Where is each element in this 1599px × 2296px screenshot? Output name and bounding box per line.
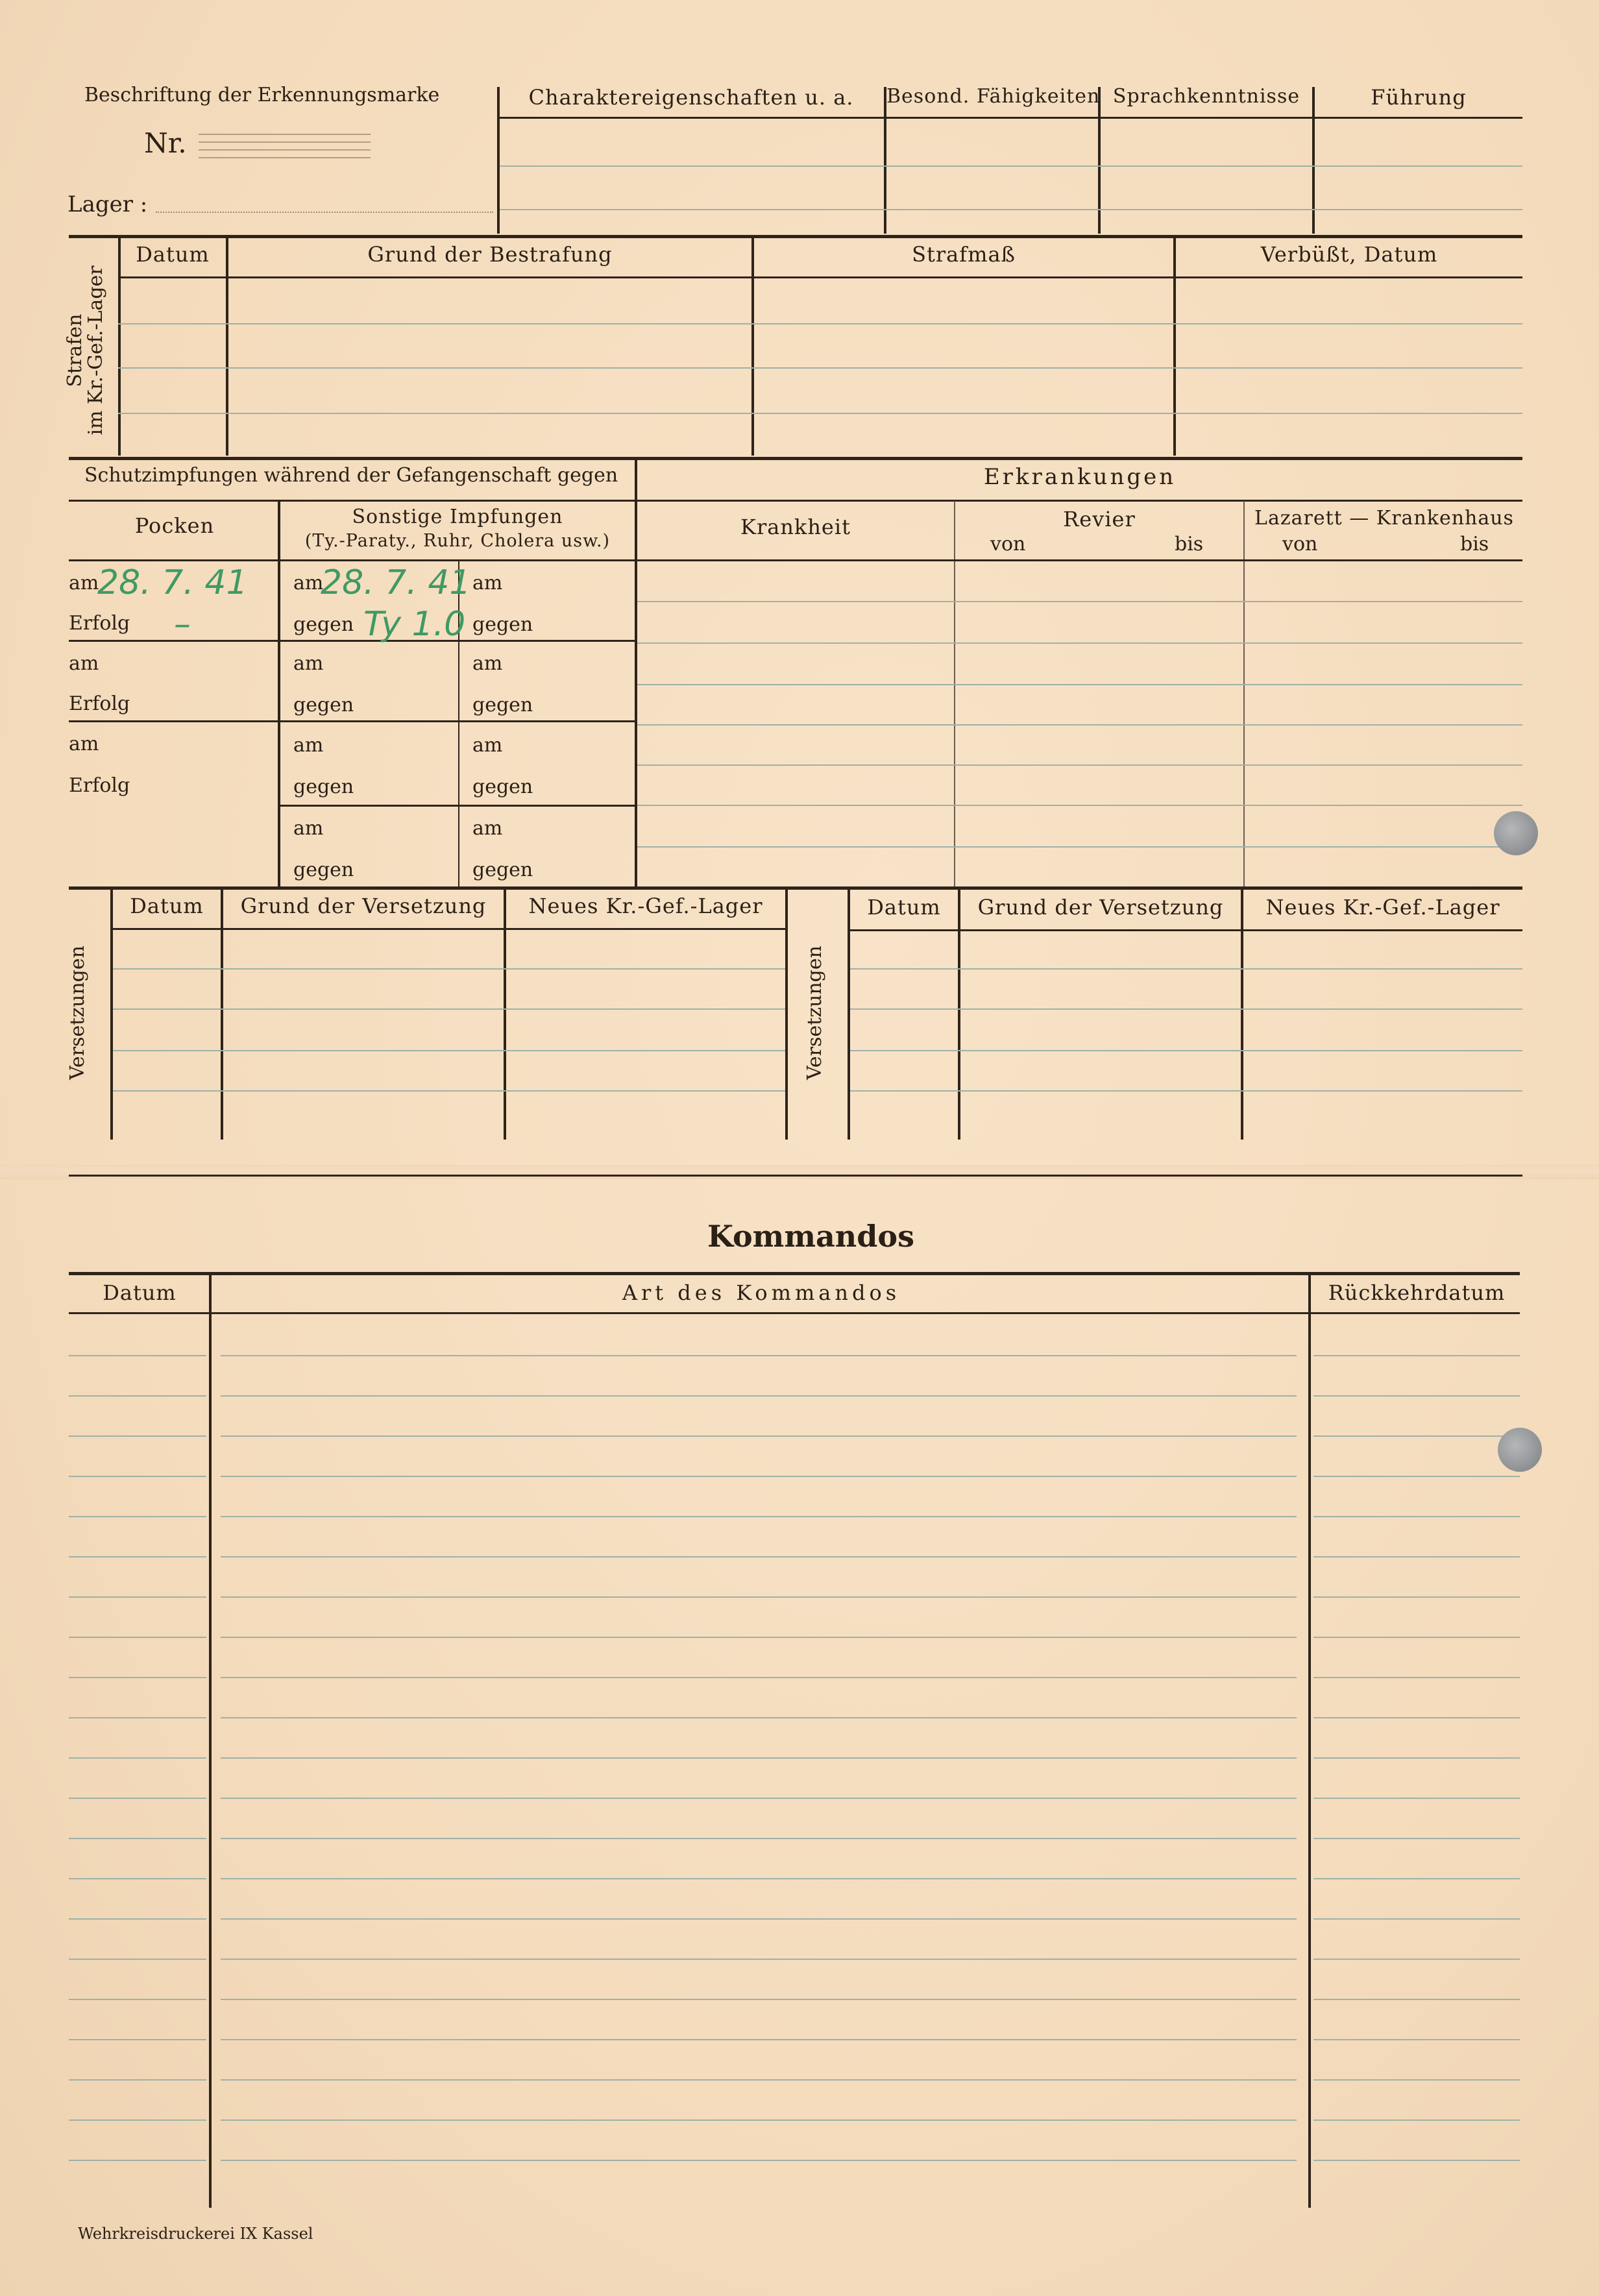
kommandos-ruled-line [1313,2079,1520,2081]
kommandos-ruled-line [69,2039,206,2040]
kommandos-ruled-line [221,1918,1297,1920]
pocken-header: Pocken [134,513,215,538]
kommandos-ruled-line [69,1637,206,1638]
impfungen-divider [69,886,1522,890]
kommandos-ruled-line [221,1516,1297,1517]
kommandos-ruled-line [221,1596,1297,1598]
kommandos-ruled-line [1313,1838,1520,1839]
kommandos-title: Kommandos [707,1219,914,1254]
handwritten-pocken-date: 28. 7. 41 [97,563,248,602]
col-sprachkenntnisse: Sprachkenntnisse [1112,85,1300,108]
printer-imprint: Wehrkreisdruckerei IX Kassel [78,2225,313,2243]
kommandos-ruled-line [69,2160,206,2161]
punch-hole-upper [1494,811,1538,855]
kommandos-ruled-line [221,1999,1297,2000]
kommandos-ruled-line [1313,1717,1520,1718]
kommandos-ruled-line [69,2119,206,2121]
marke-label: Beschriftung der Erkennungsmarke [84,84,440,106]
col-faehigkeiten: Besond. Fähigkeiten [886,85,1101,108]
kommandos-ruled-line [221,1395,1297,1397]
punch-hole-lower [1498,1428,1542,1472]
kommandos-ruled-line [1313,1677,1520,1678]
header-divider [69,235,1522,238]
kommandos-ruled-line [69,1516,206,1517]
col-fuehrung: Führung [1371,85,1467,110]
kommandos-ruled-line [69,1798,206,1799]
kommandos-ruled-line [69,1435,206,1437]
kommandos-ruled-line [1313,1999,1520,2000]
versetzung-grund-right: Grund der Versetzung [977,895,1224,920]
sonstige-header-1: Sonstige Impfungen [352,506,563,528]
strafen-datum: Datum [136,242,210,267]
sonstige-gegen-2: gegen [293,694,354,716]
kommandos-ruled-line [221,1637,1297,1638]
kommandos-ruled-line [69,1355,206,1356]
lazarett-von: von [1282,533,1318,556]
sonstige-gegen-4: gegen [293,859,354,881]
revier-von: von [990,533,1026,556]
kommandos-ruled-line [221,2119,1297,2121]
sonstige2-gegen-1: gegen [472,613,533,636]
versetzung-lager-left: Neues Kr.-Gef.-Lager [528,894,763,918]
revier-bis: bis [1175,533,1204,556]
kommandos-datum: Datum [103,1280,177,1305]
versetzungen-side-label-right: Versetzungen [803,946,826,1080]
kommandos-ruled-line [69,1717,206,1718]
pocken-erfolg-3: Erfolg [69,774,130,797]
kommandos-ruled-line [1313,1476,1520,1477]
kommandos-ruled-line [221,1959,1297,1960]
kommandos-rueckkehr: Rückkehrdatum [1328,1280,1506,1305]
kommandos-ruled-line [1313,1355,1520,1356]
kommandos-ruled-line [221,2160,1297,2161]
strafen-divider [69,457,1522,460]
kommandos-ruled-line [69,1918,206,1920]
kommandos-ruled-line [69,1757,206,1759]
kommandos-ruled-line [1313,1516,1520,1517]
kommandos-ruled-line [221,1757,1297,1759]
pocken-am-2: am [69,652,99,675]
sonstige2-am-2: am [472,652,503,675]
kommandos-ruled-line [1313,1918,1520,1920]
kommandos-ruled-line [1313,1637,1520,1638]
kommandos-ruled-line [69,1959,206,1960]
sonstige2-am-3: am [472,734,503,757]
kommandos-ruled-line [221,1798,1297,1799]
krankheit-header: Krankheit [740,515,851,539]
strafen-verbuesst: Verbüßt, Datum [1260,242,1438,267]
kommandos-ruled-line [221,2039,1297,2040]
kommandos-ruled-line [221,1476,1297,1477]
kommandos-ruled-line [69,1838,206,1839]
versetzung-lager-right: Neues Kr.-Gef.-Lager [1265,895,1500,920]
sonstige2-am-1: am [472,572,503,594]
kommandos-ruled-line [69,2079,206,2081]
kommandos-ruled-line [1313,1798,1520,1799]
erkrankungen-title: Erkrankungen [983,464,1177,490]
paper-fold [0,1165,1599,1179]
kommandos-ruled-line [221,1677,1297,1678]
sonstige-am-1: am [293,572,324,594]
kommandos-ruled-line [1313,2119,1520,2121]
kommandos-ruled-line [1313,1757,1520,1759]
kommandos-ruled-line [1313,1435,1520,1437]
pocken-erfolg-2: Erfolg [69,692,130,715]
sonstige-gegen-3: gegen [293,776,354,798]
versetzung-datum-left: Datum [130,894,204,918]
kommandos-art: Art des Kommandos [622,1280,901,1305]
kommandos-ruled-line [221,1556,1297,1557]
sonstige-am-4: am [293,817,324,840]
kommandos-ruled-line [69,1677,206,1678]
handwritten-pocken-erfolg: – [174,605,191,644]
sonstige2-am-4: am [472,817,503,840]
impfungen-title: Schutzimpfungen während der Gefangenschaft gegen [84,464,618,487]
kommandos-ruled-line [1313,1959,1520,1960]
kommandos-ruled-line [69,1476,206,1477]
pocken-erfolg-1: Erfolg [69,612,130,635]
lazarett-header: Lazarett — Krankenhaus [1254,507,1514,530]
strafen-strafmass: Strafmaß [912,242,1016,267]
nr-label: Nr. [144,127,187,159]
strafen-side-label: Strafen im Kr.-Gef.-Lager [64,265,107,435]
sonstige2-gegen-3: gegen [472,776,533,798]
lager-line [156,212,493,213]
sonstige2-gegen-4: gegen [472,859,533,881]
kommandos-ruled-line [1313,1556,1520,1557]
sonstige-gegen-1: gegen [293,613,354,636]
sonstige-header-2: (Ty.-Paraty., Ruhr, Cholera usw.) [304,531,611,551]
kommandos-ruled-line [1313,1878,1520,1879]
kommandos-ruled-line [69,1395,206,1397]
handwritten-sonstige-date: 28. 7. 41 [321,563,471,602]
pocken-am-1: am [69,572,99,594]
kommandos-ruled-line [1313,1596,1520,1598]
kommandos-ruled-line [1313,2039,1520,2040]
sonstige2-gegen-2: gegen [472,694,533,716]
versetzungen-side-label-left: Versetzungen [66,946,89,1080]
versetzungen-divider [69,1175,1522,1177]
kommandos-ruled-line [69,1999,206,2000]
kommandos-ruled-line [221,1717,1297,1718]
kommandos-ruled-line [1313,1395,1520,1397]
col-charakter: Charaktereigenschaften u. a. [528,85,854,110]
lager-label: Lager : [67,191,148,217]
revier-header: Revier [1063,507,1136,531]
handwritten-sonstige-gegen: Ty 1.0 [363,605,466,644]
kommandos-ruled-line [221,2079,1297,2081]
pocken-am-3: am [69,733,99,755]
sonstige-am-2: am [293,652,324,675]
lazarett-bis: bis [1460,533,1489,556]
kommandos-ruled-line [69,1556,206,1557]
versetzung-grund-left: Grund der Versetzung [240,894,487,918]
kommandos-ruled-line [221,1878,1297,1879]
kommandos-ruled-line [221,1355,1297,1356]
kommandos-ruled-line [69,1596,206,1598]
sonstige-am-3: am [293,734,324,757]
kommandos-ruled-line [221,1435,1297,1437]
kommandos-ruled-line [1313,2160,1520,2161]
versetzung-datum-right: Datum [867,895,941,920]
nr-line [199,134,371,135]
kommandos-ruled-line [69,1878,206,1879]
kommandos-ruled-line [221,1838,1297,1839]
strafen-grund: Grund der Bestrafung [367,242,613,267]
